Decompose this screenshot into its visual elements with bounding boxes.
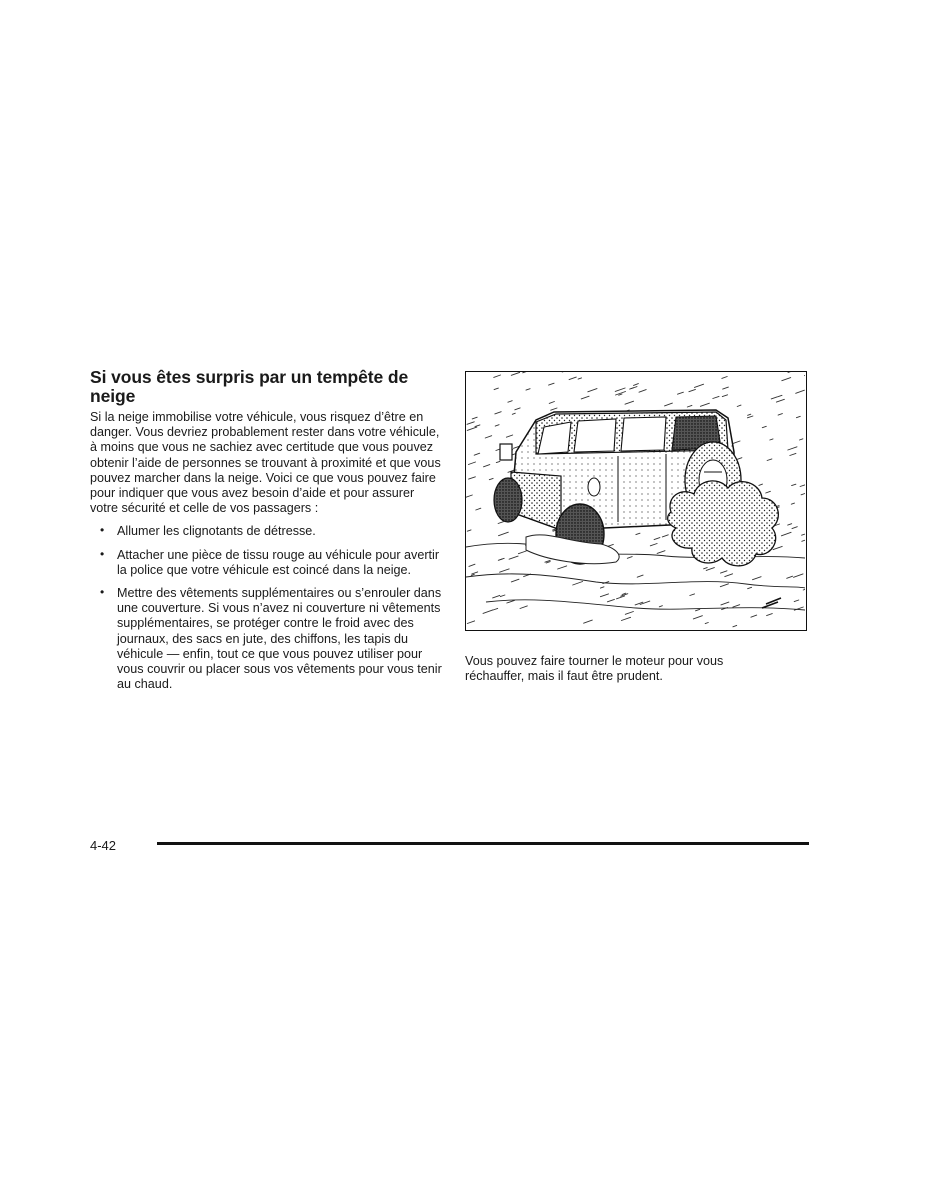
left-column [90,368,442,700]
intro-paragraph: Si la neige immobilise votre véhicule, vous risquez d’être en danger. Vous devriez probablement rester dans votre véhicule, à moins que vous ne sachiez avec certitude que vous pouvez obtenir l’aide de personnes se trouvant à proximité et que vous pouvez marcher dans la neige. Voici ce que vous pouvez faire pour indiquer que vous avez besoin d’aide et pour assurer votre sécurité et celle de vos passagers : [90,410,441,516]
bullet-icon: • [100,546,105,561]
bullet-icon: • [100,523,105,538]
figure-caption: Vous pouvez faire tourner le moteur pour vous réchauffer, mais il faut être prudent. [465,654,724,684]
stuck-vehicle-illustration [466,372,805,629]
list-item: • Mettre des vêtements supplémentaires ou s’enrouler dans une couverture. Si vous n’avez ni couverture ni vêtements supplémentaires, se protéger contre le froid avec des journaux, des sacs en jute, des chiffons, les tapis du véhicule — enfin, tout ce que vous pouvez utiliser pour vous couvrir ou placer sous vos vêtements pour vous tenir au chaud. [100,585,442,692]
bullet-icon: • [100,585,105,600]
snowstorm-illustration [465,371,807,631]
list-item: • Allumer les clignotants de détresse. [100,523,316,539]
page-number: 4-42 [90,838,117,853]
bullet-list [90,524,442,692]
list-item: • Attacher une pièce de tissu rouge au véhicule pour avertir la police que votre véhicule est coincé dans la neige. [100,546,440,577]
exhaust-cloud-icon [668,481,779,566]
section-title: Si vous êtes surpris par un tempête de neige [90,367,409,406]
footer-rule [157,842,809,845]
